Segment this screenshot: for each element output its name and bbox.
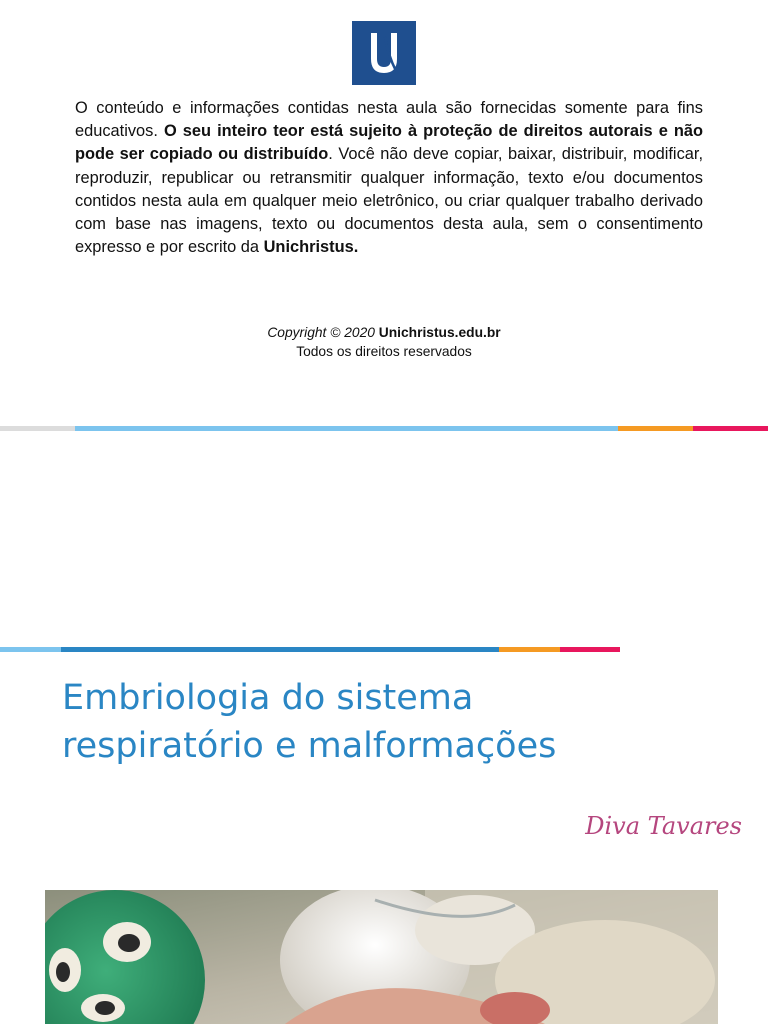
divider-segment-light-blue	[75, 426, 618, 431]
notice-text-2: . Você não deve copiar, baixar, distribuir, modificar, reproduzir, republicar ou retransmitir qualquer informação, texto e/ou documentos contidos nesta aula em qualquer meio eletrônico, ou criar qualquer trabalho derivado com base nas imagens, texto ou documentos desta aula, sem o consentimento expresso e por escrito da	[75, 145, 703, 257]
slide-title-line-1: Embriologia do sistema	[62, 678, 474, 718]
cover-photo-illustration	[45, 890, 718, 1024]
title-bar-segment-dark-blue	[61, 647, 499, 652]
unichristus-logo	[352, 21, 416, 85]
notice-text-1: O conteúdo e informações contidas nesta aula são fornecidas somente para fins educativos.	[75, 99, 703, 141]
cover-photo	[45, 890, 718, 1024]
author-name: Diva Tavares	[585, 812, 742, 840]
copyright-notice	[75, 97, 703, 259]
notice-bold-1: O seu inteiro teor está sujeito à proteção de direitos autorais e não pode ser copiado ou distribuído	[75, 122, 704, 164]
title-bar-segment-orange	[499, 647, 560, 652]
copyright-site: Unichristus.edu.br	[378, 325, 501, 340]
divider-segment-pink	[693, 426, 768, 431]
slide-title-line-2: respiratório e malformações	[62, 726, 557, 766]
copyright-line	[0, 323, 768, 342]
title-bar-segment-pink	[560, 647, 620, 652]
copyright-prefix: Copyright © 2020	[267, 325, 379, 340]
notice-bold-2: Unichristus.	[263, 238, 359, 257]
divider-segment-orange	[618, 426, 693, 431]
slide-title	[62, 674, 742, 770]
rights-reserved: Todos os direitos reservados	[296, 344, 472, 359]
divider-segment-gray	[0, 426, 75, 431]
copyright-block	[0, 323, 768, 361]
title-bar-segment-light-blue	[0, 647, 61, 652]
